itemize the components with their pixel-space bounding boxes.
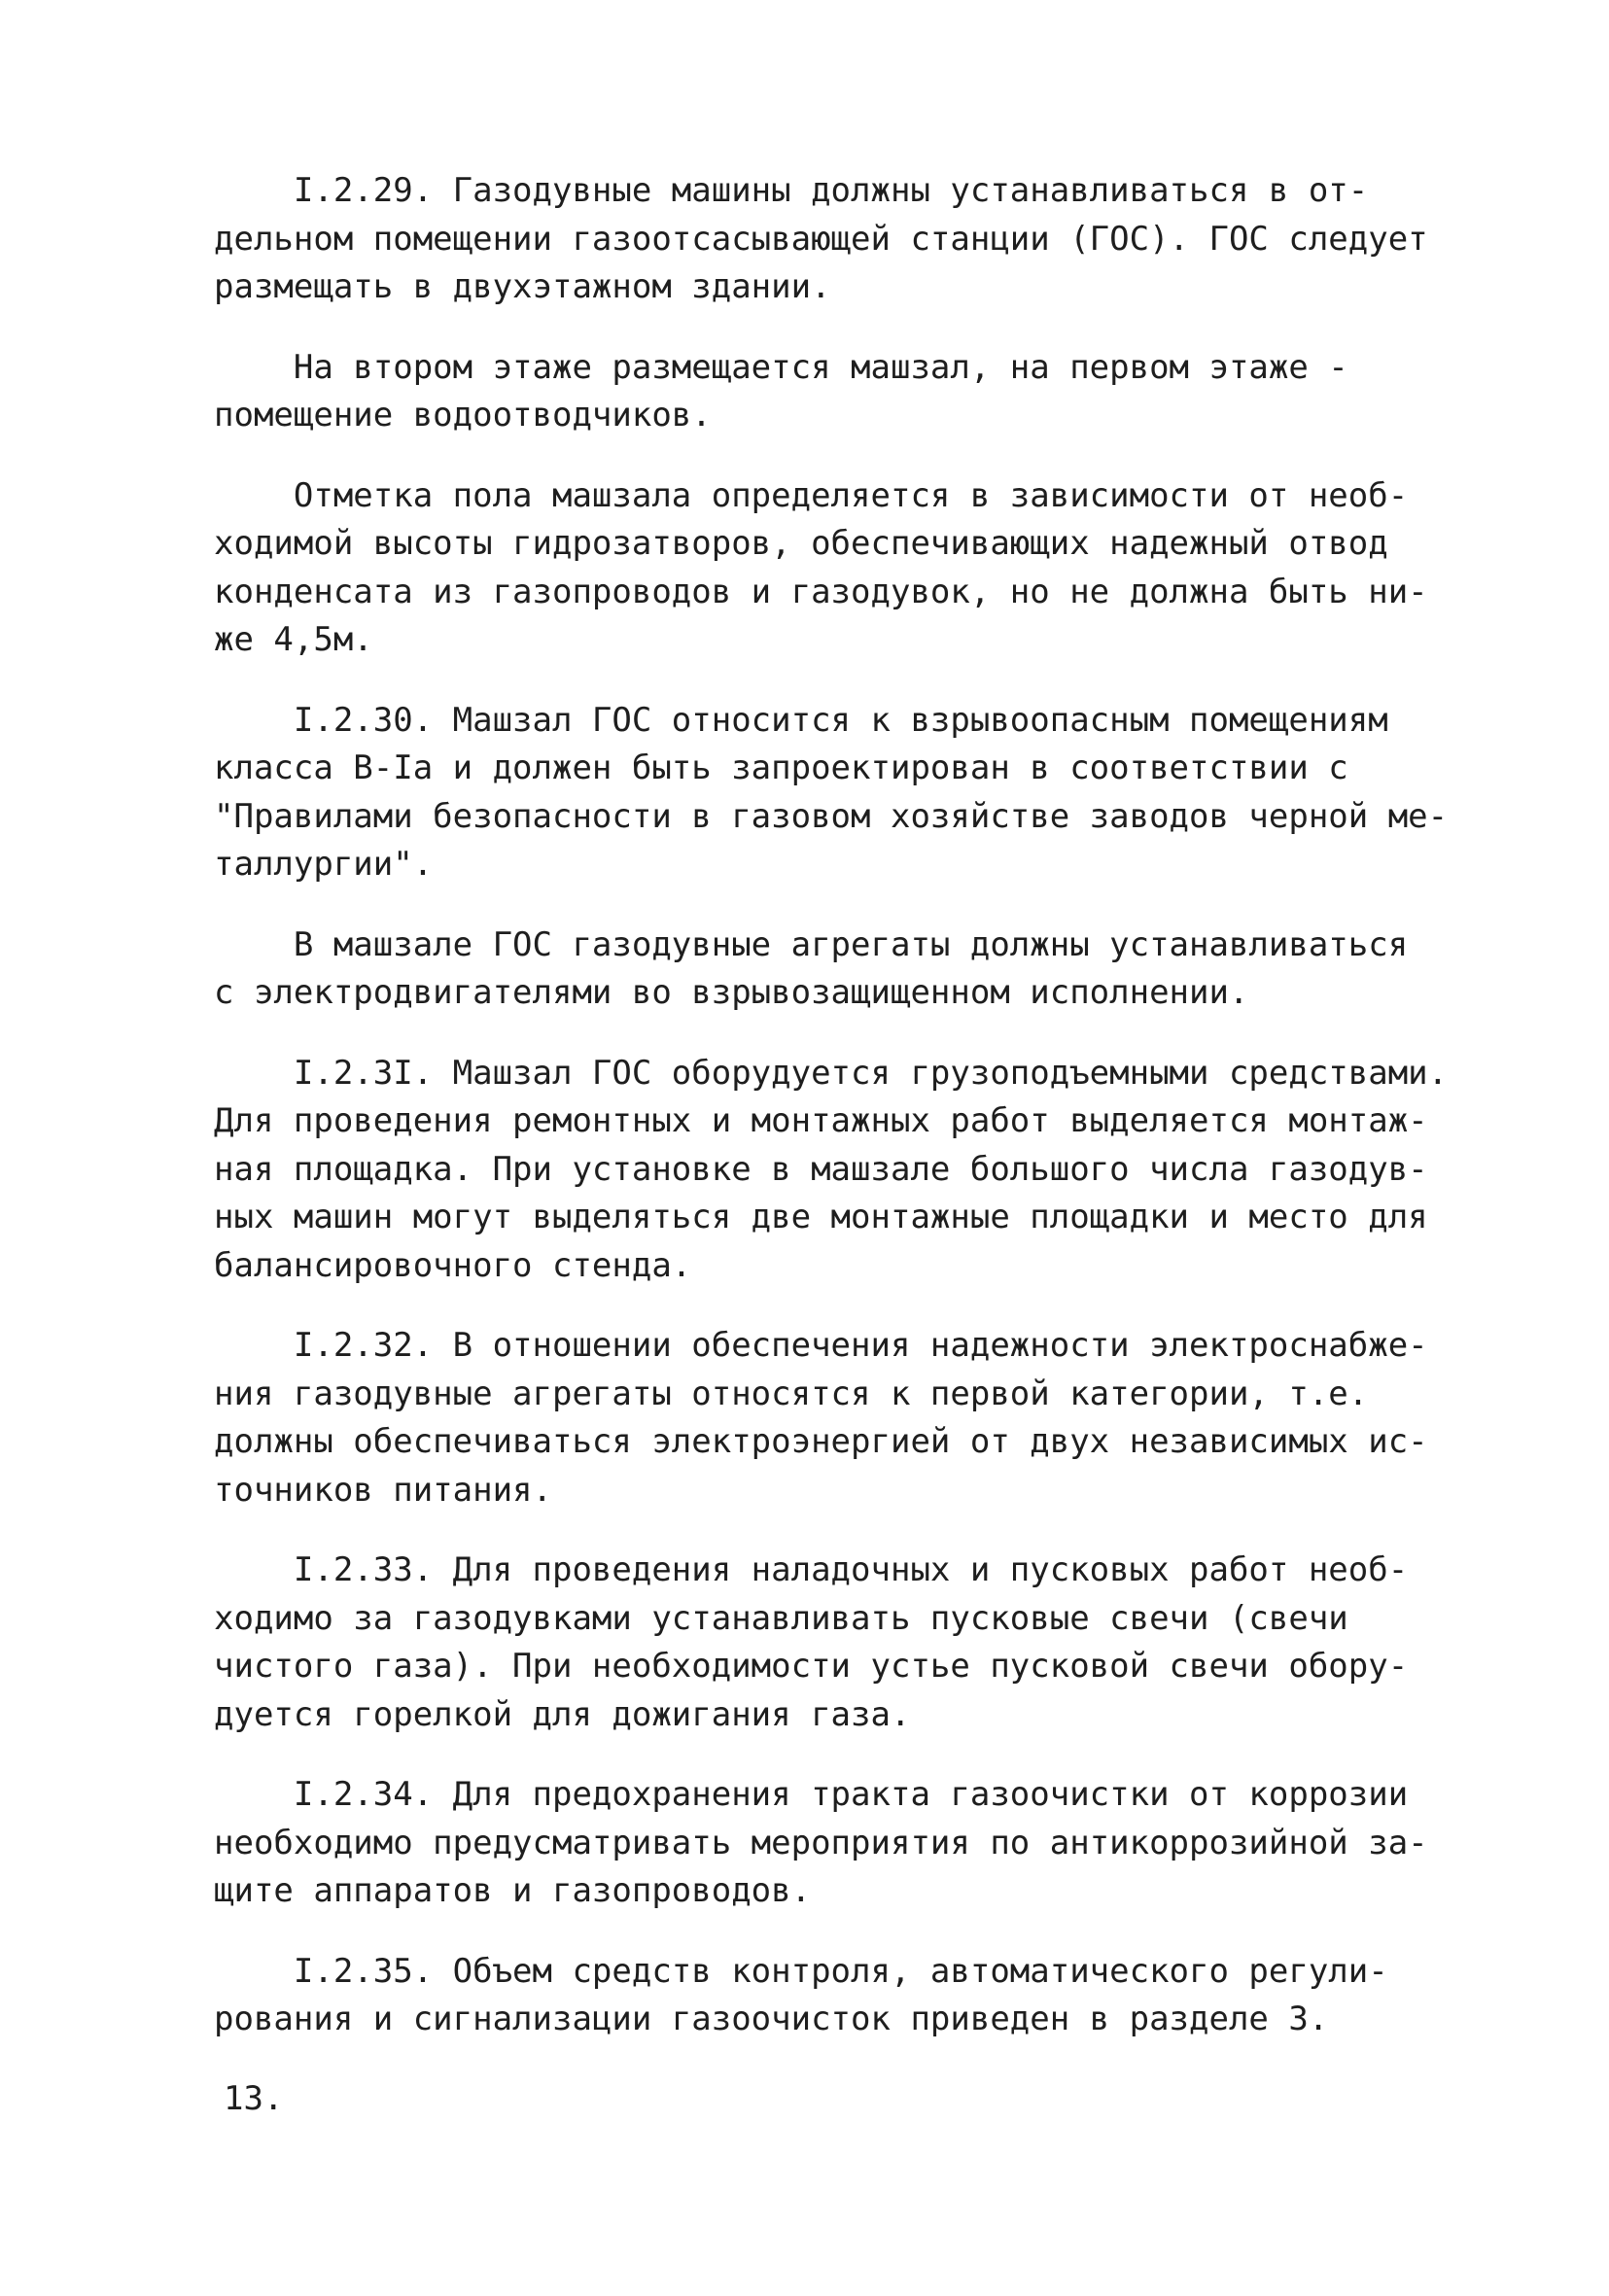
text-line: помещение водоотводчиков.	[214, 396, 712, 435]
text-line: с электродвигателями во взрывозащищенном исполнении.	[214, 973, 1249, 1012]
text-line: I.2.35. Объем средств контроля, автоматического регули-	[214, 1951, 1388, 1991]
text-line: рования и сигнализации газоочисток приведен в разделе 3.	[214, 2000, 1329, 2038]
text-line: ных машин могут выделяться две монтажные площадки и место для	[214, 1198, 1428, 1236]
paragraph-gap	[214, 889, 1439, 922]
paragraph-gap	[214, 665, 1439, 697]
text-line: I.2.32. В отношении обеспечения надежности электроснабже-	[214, 1326, 1428, 1365]
text-line: I.2.3I. Машзал ГОС оборудуется грузоподъемными средствами.	[214, 1053, 1449, 1093]
text-line: Отметка пола машзала определяется в зависимости от необ-	[214, 475, 1409, 515]
text-line: размещать в двухэтажном здании.	[214, 267, 831, 306]
text-line: В машзале ГОС газодувные агрегаты должны устанавливаться	[214, 924, 1409, 964]
text-line: I.2.34. Для предохранения тракта газоочистки от коррозии	[214, 1775, 1409, 1814]
paragraph-gap	[214, 1916, 1439, 1948]
text-line: На втором этаже размещается машзал, на первом этаже -	[214, 347, 1348, 387]
text-line: ния газодувные агрегаты относятся к первой категории, т.е.	[214, 1374, 1369, 1413]
text-line: ходимо за газодувками устанавливать пусковые свечи (свечи	[214, 1598, 1348, 1638]
paragraph-gap	[214, 1739, 1439, 1771]
text-line: Для проведения ремонтных и монтажных работ выделяется монтаж-	[214, 1101, 1428, 1140]
page-number: 13.	[224, 2079, 284, 2118]
paragraph-gap	[214, 1018, 1439, 1050]
text-line: I.2.29. Газодувные машины должны устанавливаться в от-	[214, 171, 1369, 210]
text-line: щите аппаратов и газопроводов.	[214, 1871, 812, 1910]
paragraph-gap	[214, 312, 1439, 344]
text-line: же 4,5м.	[214, 620, 373, 659]
text-line: должны обеспечиваться электроэнергией от двух независимых ис-	[214, 1422, 1428, 1461]
text-line: "Правилами безопасности в газовом хозяйстве заводов черной ме-	[214, 796, 1449, 836]
paragraph	[214, 1948, 1439, 2044]
paragraph	[214, 344, 1439, 440]
text-line: конденсата из газопроводов и газодувок, но не должна быть ни-	[214, 572, 1428, 611]
paragraph	[214, 1547, 1439, 1739]
text-line: чистого газа). При необходимости устье пусковой свечи обору-	[214, 1647, 1409, 1686]
paragraph	[214, 1050, 1449, 1291]
text-line: дуется горелкой для дожигания газа.	[214, 1694, 911, 1734]
text-line: дельном помещении газоотсасывающей станции (ГОС). ГОС следует	[214, 219, 1428, 259]
paragraph	[214, 1771, 1439, 1916]
text-line: класса В-Iа и должен быть запроектирован в соответствии с	[214, 748, 1348, 787]
document-body	[214, 167, 1449, 2044]
paragraph	[214, 472, 1439, 665]
text-line: ная площадка. При установке в машзале большого числа газодув-	[214, 1149, 1428, 1189]
text-line: необходимо предусматривать мероприятия по антикоррозийной за-	[214, 1823, 1428, 1862]
text-line: таллургии".	[214, 845, 434, 884]
paragraph	[214, 167, 1439, 312]
text-line: I.2.30. Машзал ГОС относится к взрывоопасным помещениям	[214, 700, 1388, 740]
text-line: балансировочного стенда.	[214, 1245, 692, 1285]
paragraph-gap	[214, 440, 1439, 472]
paragraph	[214, 697, 1449, 889]
text-line: I.2.33. Для проведения наладочных и пусковых работ необ-	[214, 1550, 1409, 1589]
paragraph	[214, 922, 1439, 1018]
paragraph-gap	[214, 1290, 1439, 1322]
text-line: точников питания.	[214, 1470, 552, 1510]
paragraph	[214, 1322, 1439, 1514]
text-line: ходимой высоты гидрозатворов, обеспечивающих надежный отвод	[214, 524, 1388, 563]
paragraph-gap	[214, 1514, 1439, 1547]
